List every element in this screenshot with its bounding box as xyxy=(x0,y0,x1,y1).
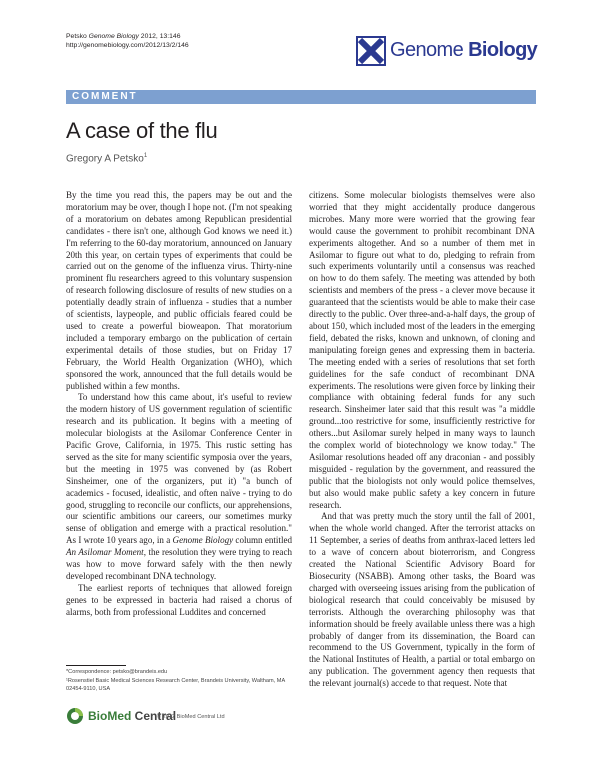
correspondence: *Correspondence: petsko@brandeis.edu xyxy=(66,669,168,675)
biomed-central-wordmark: BioMed Central xyxy=(88,709,177,723)
paragraph: By the time you read this, the papers may be out and the moratorium may be over, though I hope not. (I'm not speaking of a moratorium on debates among Republican presidential candidates - there isn't one, although God knows we need it.) I'm referring to the 60-day moratorium, announced on January 20th this year, on certain types of experiments that could be carried out on the genome of the influenza virus. Thirty-nine prominent flu researchers agreed to this voluntary suspension of research following disclosure of results of new studies on a potentially deadly strain of influenza - studies that a number of scientists, laypeople, and public officials feared could be used to create a powerful bioweapon. That moratorium included a temporary embargo on the publication of certain experimental details of those studies, but on Friday 17 February, the World Health Organization (WHO), which sponsored the work, announced that the full details would be published within a few months. xyxy=(66,190,292,391)
right-column xyxy=(309,190,535,690)
paragraph: The earliest reports of techniques that allowed foreign genes to be expressed in bacteria had raised a chorus of alarms, both from professional Luddites and concerned xyxy=(66,582,292,617)
citation-block xyxy=(66,32,189,50)
article-url[interactable]: http://genomebiology.com/2012/13/2/146 xyxy=(66,42,189,49)
paragraph: To understand how this came about, it's useful to review the modern history of US government regulation of scientific research and its publication. It begins with a meeting of molecular biologists at the Asilomar Conference Center in Pacific Grove, California, in 1975. This rustic setting has served as the site for many scientific symposia over the years, but the meeting in 1975 was convened by (as Robert Sinsheimer, one of the organizers, put it) "a bunch of academics - focused, idealistic, and often naïve - trying to do good, struggling to reconcile our conflicts, our apprehensions, our scientific ambitions our careers, our sometimes murky sense of obligation and emerge with a practical resolution." As I wrote 10 years ago, in a Genome Biology column entitled An Asilomar Moment, the resolution they were trying to reach was how to move forward safely with the then newly developed recombinant DNA technology. xyxy=(66,392,293,581)
copyright: © 2012 BioMed Central Ltd xyxy=(157,714,225,720)
genome-biology-logo xyxy=(356,36,556,68)
footnote-divider xyxy=(66,665,126,666)
section-label-bar xyxy=(66,90,536,104)
journal-name: Genome Biology xyxy=(88,33,139,40)
genome-biology-logo-icon xyxy=(356,36,386,66)
biomed-central-logo-icon xyxy=(66,707,84,725)
article-author: Gregory A Petsko$^1$ xyxy=(66,153,148,165)
article-title: A case of the flu xyxy=(66,118,218,143)
section-label: COMMENT xyxy=(72,91,138,102)
genome-biology-wordmark: Genome Biology xyxy=(390,39,538,61)
citation-line: Petsko Genome Biology 2012, 13:146 xyxy=(66,33,181,40)
left-column xyxy=(66,190,292,619)
paragraph: And that was pretty much the story until the fall of 2001, when the whole world changed. After the terrorist attacks on 11 September, a series of deaths from anthrax-laced letters led to a wave of concern about bioterrorism, and Congress created the National Scientific Advisory Board for Biosecurity (NSABB). Among other tasks, the Board was charged with overseeing issues arising from the publication of biological research that could conceivably be misused by terrorists. Although the overarching philosophy was that information should be freely available unless there was a high probably of danger from its dissemination, the Board can recommend to the US Government, typically in the form of the National Institutes of Health, a partial or total embargo on any publication. The government agency then requests that the relevant journal(s) accede to that request. Note that xyxy=(309,511,535,689)
affiliation: ¹Rosenstiel Basic Medical Sciences Research Center, Brandeis University, Waltham, MA 02454-9110, USA xyxy=(66,677,285,692)
paragraph: citizens. Some molecular biologists themselves were also worried that they might accidentally produce dangerous microbes. Many more were worried that the growing fear would cause the government to prohibit recombinant DNA experiments altogether. And so a number of them met in Asilomar to figure out what to do, pledging to refrain from such experiments voluntarily until a consensus was reached on how to do them safely. The meeting was attended by both scientists and members of the press - a clever move because it guaranteed that the scientists would be able to make their case directly to the public. Over three-and-a-half days, the group of about 150, which included most of the leaders in the emerging field, debated the risks, known and unknown, of cloning and manipulating foreign genes and expressing them in bacteria. The meeting ended with a series of resolutions that set forth guidelines for the safe conduct of recombinant DNA experiments. The resolutions were given force by linking their compliance with obtaining federal funds for any such research. Sinsheimer later said that this result was "a middle ground...too restrictive for some, insufficiently restrictive for others...but Asilomar surely helped in many ways to launch the complex world of biotechnology we know today." The Asilomar resolutions headed off any draconian - and possibly misguided - regulation by the government, and reassured the public that the biologists not only would police themselves, but also would make public safety a key concern in future research. xyxy=(309,190,535,510)
footnote xyxy=(66,668,294,694)
